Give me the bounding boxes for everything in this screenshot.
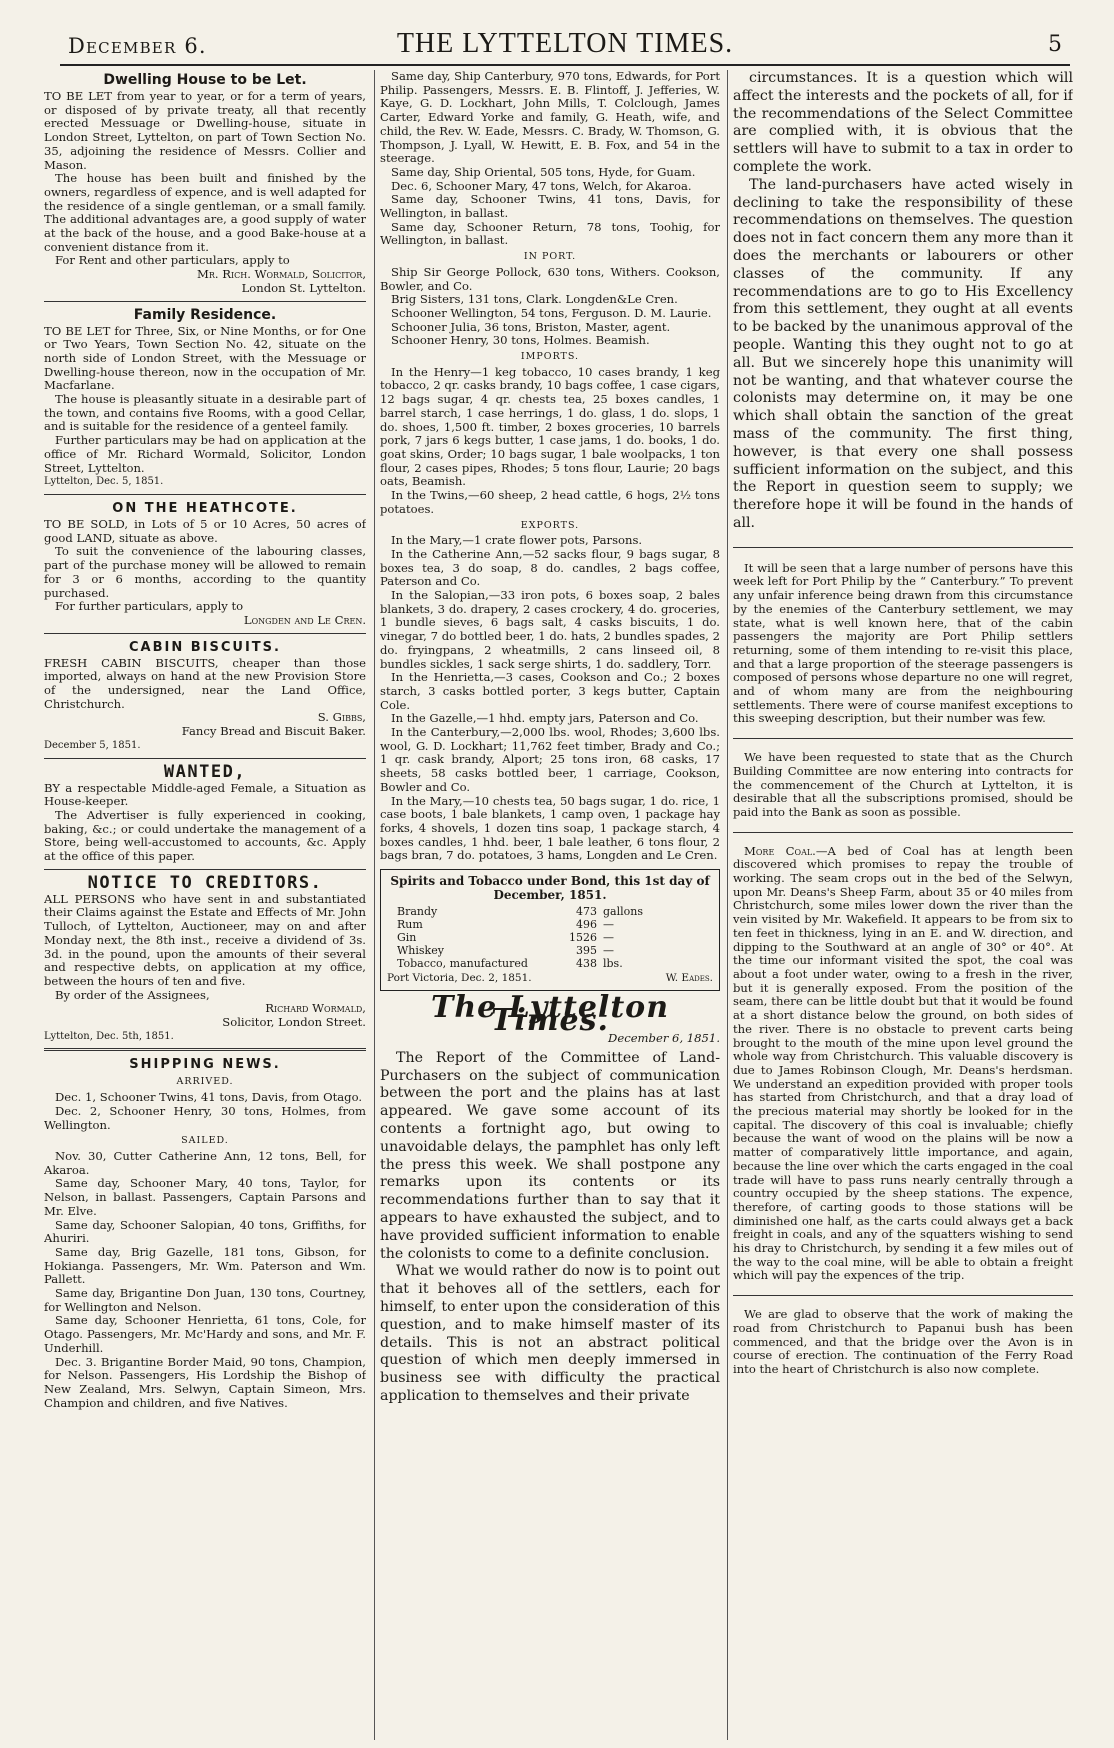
ad-signature: Mr. Rich. Wormald, Solicitor, [196,267,366,282]
spirits-qty: 473 [576,905,597,919]
ad-signature: London St. Lyttelton. [241,280,366,295]
spirits-name: Tobacco, manufactured [397,957,528,971]
column-2 [380,70,720,1745]
spirits-unit: lbs. [603,957,623,971]
issue-date: December 6. [68,34,207,58]
shipping-entry: Same day, Schooner Salopian, 40 tons, Griffiths, for Ahuriri. [44,1217,366,1246]
ad-text: The house has been built and finished by the owners, regardless of expence, and is well adapted for the residence of a single gentleman, or a small family. The additional advantages are, a good supply of water at the back of the house, and a good Bake-house at a convenient distance from it. [44,171,366,254]
shipping-entry: Same day, Brig Gazelle, 181 tons, Gibson, for Hokianga. Passengers, Mr. Wm. Paterson and Wm. Pallett. [44,1244,366,1287]
spirits-row [387,918,713,931]
news-paragraph [733,845,1073,1284]
editorial-title: The Lyttelton Times. [431,989,669,1039]
ad-text: The Advertiser is fully experienced in cooking, baking, &c.; or could undertake the management of a Store, being well-accustomed to accounts, &c. Apply at the office of this paper. [44,807,366,864]
ad-heading: Family Residence. [133,306,277,323]
ad-text: To suit the convenience of the labouring classes, part of the purchase money will be allowed to remain for 3 or 6 months, according to the quantity purchased. [44,544,366,600]
spirits-row [387,931,713,944]
ad-text: Further particulars may be had on application at the office of Mr. Richard Wormald, Solicitor, London Street, Lyttelton. [44,433,366,475]
port-entry: Brig Sisters, 131 tons, Clark. Longden&Le Cren. [391,292,678,307]
masthead [60,28,1070,62]
ad-date: Lyttelton, Dec. 5th, 1851. [44,1030,174,1042]
shipping-entry: Dec. 1, Schooner Twins, 41 tons, Davis, from Otago. [55,1090,363,1105]
ad-text: For further particulars, apply to [55,599,244,614]
subheading: IN PORT. [523,251,577,263]
export-entry: In the Salopian,—33 iron pots, 6 boxes soap, 2 bales blankets, 3 do. drapery, 2 cases crockery, 4 do. groceries, 1 bundle sieves, 6 bags salt, 4 casks biscuits, 1 do. vinegar, 7 do bottled beer, 1 do. hats, 2 bundles spades, 2 do. fryingpans, 2 wheatmills, 2 cans linseed oil, 8 bundles sickles, 1 sack serge shirts, 1 do. saddlery, Torr. [380,588,720,671]
ad-heading: NOTICE TO CREDITORS. [87,872,323,893]
ad-date: Lyttelton, Dec. 5, 1851. [44,476,164,488]
export-entry: In the Mary,—10 chests tea, 50 bags sugar, 1 do. rice, 1 case boots, 1 bale blankets, 1 camp oven, 1 package hay forks, 4 shovels, 1 dozen tins soap, 1 package starch, 4 boxes candles, 1 hhd. beer, 1 bale leather, 6 tons flour, 2 bags bran, 7 do. potatoes, 3 hams, Longden and Le Cren. [380,793,720,863]
spirits-unit: gallons [603,905,643,919]
spirits-qty: 438 [576,957,597,971]
spirits-row [387,905,713,918]
ad-text: TO BE LET for Three, Six, or Nine Months, or for One or Two Years, Town Section No. 42, situate on the north side of London Street, with the Messuage or Dwelling-house thereon, now in the occupation of Mr. Macfarlane. [44,323,366,393]
ad-text: For Rent and other particulars, apply to [55,253,290,268]
spirits-unit: — [603,944,614,958]
shipping-entry: Same day, Ship Oriental, 505 tons, Hyde, for Guam. [391,164,696,179]
spirits-unit: — [603,918,614,932]
export-entry: In the Henrietta,—3 cases, Cookson and Co.; 2 boxes starch, 3 casks bottled porter, 3 kegs butter, Captain Cole. [380,670,720,712]
export-entry: In the Catherine Ann,—52 sacks flour, 9 bags sugar, 8 boxes tea, 3 do soap, 8 do. candles, 2 bags coffee, Paterson and Co. [380,546,720,589]
shipping-entry: Same day, Schooner Twins, 41 tons, Davis, for Wellington, in ballast. [380,192,720,221]
port-entry: Schooner Wellington, 54 tons, Ferguson. D. M. Laurie. [391,305,712,320]
coal-lead: More Coal. [744,843,816,858]
ad-text: The house is pleasantly situate in a desirable part of the town, and contains five Rooms, with a good Cellar, and is suitable for the residence of a genteel family. [44,392,366,434]
ad-signature: Solicitor, London Street. [222,1015,366,1030]
divider [733,547,1073,548]
section-heading: SHIPPING NEWS. [129,1057,281,1073]
ad-signature: Richard Wormald, [265,1001,366,1016]
column-divider [727,70,728,1740]
spirits-qty: 395 [576,944,597,958]
column-3 [733,70,1073,1745]
ad-heading: Dwelling House to be Let. [103,72,307,88]
spirits-table [380,869,720,991]
coal-text: —A bed of Coal has at length been discovered which promises to repay the trouble of working. The seam crops out in the bed of the Selwyn, upon Mr. Deans's Sheep Farm, about 35 or 40 miles from Christchurch, some miles lower down the river than the vein visited by Mr. Wakefield. It appears to be from six to ten feet in thickness, lying in an E. and W. direction, and dipping to the Southward at an angle of 30° or 40°. At the time our informant visited the spot, the coal was about a foot under water, owing to a fresh in the river, but it is generally exposed. From the position of the seam, there can be little doubt but that it would be found at a short distance below the ground, on both sides of the river. There is no obstacle to prevent carts being brought to the mouth of the mine upon level ground the whole way from Christchurch. This valuable discovery is due to James Robinson Clough, Mr. Deans's herdsman. We understand an expedition provided with proper tools has started from Christchurch, and that a dray load of the precious material may shortly be looked for in the capital. The discovery of this coal is invaluable; chiefly because the want of wood on the plains will be now a matter of comparatively little importance, and again, because the line over which the carts engaged in the coal trade will have to pass runs nearly centrally through a country occupied by the sheep stations. The expence, therefore, of carting goods to those stations will be diminished one half, as the carts could always get a back freight in coals, and any of the squatters wishing to send his dray to Christchurch, by sending it a few miles out of the way to the coal mine, will be able to obtain a freight which will pay the expences of the trip. [733,843,1073,1283]
divider [44,494,366,495]
shipping-entry: Dec. 3. Brigantine Border Maid, 90 tons, Champion, for Nelson. Passengers, His Lordship the Bishop of New Zealand, Mrs. Selwyn, Captain Simeon, Mrs. Champion and children, and five Natives. [44,1354,366,1410]
ad-signature: S. Gibbs, [317,710,366,725]
shipping-entry: Same day, Ship Canterbury, 970 tons, Edwards, for Port Philip. Passengers, Messrs. E. B. Flintoff, J. Jefferies, W. Kaye, G. D. Lockhart, John Mills, T. Colclough, James Carter, Edward Yorke and family, G. Heath, wife, and child, the Rev. W. Eade, Messrs. C. Brady, W. Thomson, G. Thompson, J. Lyall, W. Hewitt, E. B. Fox, and 54 in the steerage. [380,70,720,166]
spirits-name: Gin [397,931,417,945]
subheading: EXPORTS. [520,519,580,531]
newspaper-title: THE LYTTELTON TIMES. [396,28,734,59]
shipping-entry: Dec. 6, Schooner Mary, 47 tons, Welch, for Akaroa. [391,178,692,193]
masthead-rule [60,64,1070,66]
ad-date: December 5, 1851. [44,739,141,751]
news-paragraph: It will be seen that a large number of persons have this week left for Port Philip by the “ Canterbury.” To prevent any unfair inference being drawn from this circumstance by the enemies of the Canterbury settlement, we may state, what is well known here, that of the cabin passengers the majority are Port Philip settlers returning, some of them intending to re-visit this place, and that a large proportion of the steerage passengers is composed of persons whose departure no one will regret, and of whom many are from the neighbouring settlements. There were of course manifest exceptions to this sweeping description, but their number was few. [733,560,1073,726]
ad-text: By order of the Assignees, [55,987,210,1002]
export-entry: In the Canterbury,—2,000 lbs. wool, Rhodes; 3,600 lbs. wool, G. D. Lockhart; 11,762 feet timber, Brady and Co.; 1 qr. cask brandy, Alport; 25 tons iron, 68 casks, 17 sheets, 58 casks bottled beer, 1 carriage, Cookson, Bowler and Co. [380,725,720,794]
port-entry: Ship Sir George Pollock, 630 tons, Withers. Cookson, Bowler, and Co. [380,264,720,293]
subheading: SAILED. [181,1135,229,1147]
spirits-footer [387,972,713,986]
ad-signature: Longden and Le Cren. [243,612,366,627]
ad-text: ALL PERSONS who have sent in and substantiated their Claims against the Estate and Effects of Mr. John Tulloch, of Lyttelton, Auctioneer, may on and after Monday next, the 8th inst., receive a dividend of 3s. 3d. in the pound, upon the amounts of their several and respective debts, on application at my office, between the hours of ten and five. [44,891,366,988]
news-paragraph: We are glad to observe that the work of making the road from Christchurch to Papanui bush has been commenced, and that the bridge over the Avon is in course of erection. The continuation of the Ferry Road into the heart of Christchurch is also now complete. [733,1307,1073,1376]
spirits-name: Brandy [397,905,438,919]
spirits-row [387,957,713,970]
spirits-place: Port Victoria, Dec. 2, 1851. [387,972,532,985]
editorial-date: December 6, 1851. [608,1031,720,1046]
spirits-heading: Spirits and Tobacco under Bond, this 1st day of December, 1851. [390,874,710,903]
page-number: 5 [1048,32,1062,57]
shipping-entry: Same day, Schooner Mary, 40 tons, Taylor, for Nelson, in ballast. Passengers, Captain Parsons and Mr. Elve. [44,1176,366,1218]
divider [733,832,1073,833]
spirits-signature: W. Eades. [665,972,713,985]
import-entry: In the Henry—1 keg tobacco, 10 cases brandy, 1 keg tobacco, 2 qr. casks brandy, 10 bags coffee, 1 case cigars, 12 bags sugar, 4 qr. chests tea, 25 boxes candles, 1 barrel starch, 1 case herrings, 1 do. glass, 1 do. slops, 1 do. shoes, 1,500 ft. timber, 2 boxes groceries, 10 barrels pork, 7 jars 6 kegs butter, 1 case jams, 1 do. books, 1 do. goat skins, Order; 10 bags sugar, 1 bale woolpacks, 1 ton flour, 2 cases pipes, Rhodes; 5 tons flour, Laurie; 20 bags oats, Beamish. [380,364,720,489]
editorial-continued [733,70,1073,533]
subheading: IMPORTS. [520,351,580,363]
divider [44,301,366,302]
ad-signature: Fancy Bread and Biscuit Baker. [181,724,366,739]
divider [733,738,1073,739]
divider [733,1295,1073,1296]
ad-heading: ON THE HEATHCOTE. [112,500,298,516]
ad-heading: WANTED, [163,761,247,782]
ad-heading: CABIN BISCUITS. [129,639,281,655]
editorial-paragraph: The land-purchasers have acted wisely in declining to take the responsibility of these recommendations on themselves. The question does not in fact concern them any more than it does the merchants or labourers or other classes of the community. If any recommendations are to go to His Excellency from this settlement, they ought at all events to be backed by the unanimous approval of the people. Wanting this they ought not to go at all. But we sincerely hope this unanimity will not be wanting, and that whatever course the colonists may determine on, it may be one which shall obtain the sanction of the great mass of the community. The first thing, however, is that every one shall possess sufficient information on the subject, and this the Report in question seem to supply; we therefore hope it will be found in the hands of all. [733,176,1073,531]
port-entry: Schooner Henry, 30 tons, Holmes. Beamish. [391,333,650,348]
editorial-body [380,1050,720,1406]
editorial-paragraph: circumstances. It is a question which will affect the interests and the pockets of all, for if the recommendations of the Select Committee are complied with, it is obvious that the settlers will have to submit to a tax in order to complete the work. [733,70,1073,175]
spirits-row [387,944,713,957]
ad-text: TO BE SOLD, in Lots of 5 or 10 Acres, 50 acres of good LAND, situate as above. [44,516,366,545]
divider [44,1048,366,1051]
import-entry: In the Twins,—60 sheep, 2 head cattle, 6 hogs, 2½ tons potatoes. [380,488,720,516]
divider [44,869,366,870]
subheading: ARRIVED. [176,1076,234,1088]
shipping-entry: Dec. 2, Schooner Henry, 30 tons, Holmes, from Wellington. [44,1103,366,1132]
spirits-name: Rum [397,918,423,932]
shipping-entry: Same day, Schooner Henrietta, 61 tons, Cole, for Otago. Passengers, Mr. Mc'Hardy and sons, and Mr. F. Underhill. [44,1313,366,1355]
shipping-entry: Nov. 30, Cutter Catherine Ann, 12 tons, Bell, for Akaroa. [44,1149,366,1177]
shipping-entry: Same day, Schooner Return, 78 tons, Toohig, for Wellington, in ballast. [380,219,720,248]
ad-text: TO BE LET from year to year, or for a term of years, or disposed of by private treaty, all that recently erected Messuage or Dwelling-house, situate in London Street, Lyttelton, on part of Town Section No. 35, adjoining the residence of Messrs. Collier and Mason. [44,89,366,172]
divider [44,758,366,759]
editorial-paragraph: The Report of the Committee of Land-Purchasers on the subject of communication between the port and the plains has at last appeared. We gave some account of its contents a fortnight ago, but owing to unavoidable delays, the pamphlet has only left the press this week. We shall postpone any remarks upon its contents or its recommendations further than to say that it appears to have exhausted the subject, and to have provided sufficient information to enable the colonists to come to a definite conclusion. [380,1049,720,1262]
ad-text: FRESH CABIN BISCUITS, cheaper than those imported, always on hand at the new Provision Store of the undersigned, near the Land Office, Christchurch. [44,655,366,711]
spirits-name: Whiskey [397,944,444,958]
port-entry: Schooner Julia, 36 tons, Briston, Master, agent. [391,319,671,334]
column-divider [374,70,375,1740]
column-1 [44,70,366,1745]
spirits-unit: — [603,931,614,945]
ad-text: BY a respectable Middle-aged Female, a Situation as House-keeper. [44,780,366,809]
editorial-paragraph: What we would rather do now is to point out that it behoves all of the settlers, each for himself, to enter upon the consideration of this question, and to make himself master of its details. This is not an abstract political question of which men deeply immersed in business see with difficulty the practical application to themselves and their private [380,1263,720,1405]
divider [44,633,366,634]
spirits-qty: 1526 [569,931,597,945]
export-entry: In the Gazelle,—1 hhd. empty jars, Paterson and Co. [391,711,699,726]
export-entry: In the Mary,—1 crate flower pots, Parsons. [391,533,643,548]
shipping-entry: Same day, Brigantine Don Juan, 130 tons, Courtney, for Wellington and Nelson. [44,1286,366,1314]
news-paragraph: We have been requested to state that as the Church Building Committee are now entering into contracts for the commencement of the Church at Lyttelton, it is desirable that all the subscriptions promised, should be paid into the Bank as soon as possible. [733,750,1073,819]
spirits-qty: 496 [576,918,597,932]
